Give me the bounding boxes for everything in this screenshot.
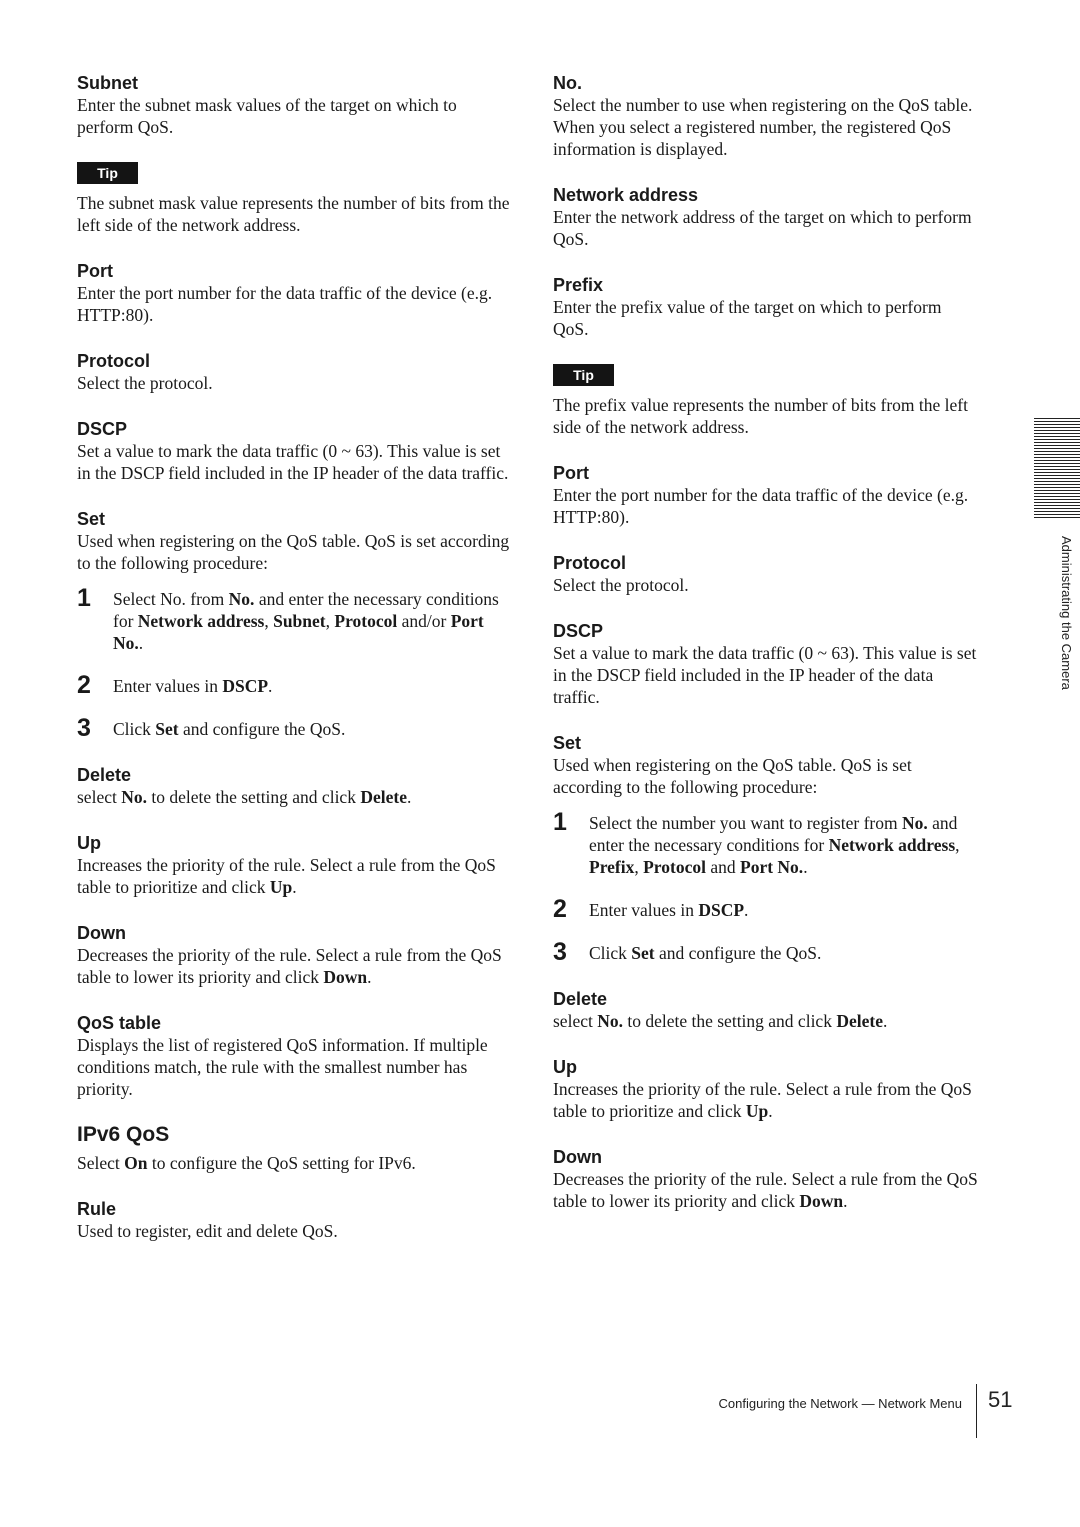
step-text: . <box>268 676 273 696</box>
protocol-heading: Protocol <box>77 351 151 371</box>
dscp-section <box>553 620 981 708</box>
up-text-part: . <box>292 877 297 897</box>
step-item <box>553 938 981 966</box>
ipv6-text-part: to configure the QoS setting for IPv6. <box>147 1153 416 1173</box>
down-text-part: . <box>367 967 372 987</box>
down-text-part: . <box>843 1191 848 1211</box>
set-section <box>553 732 981 964</box>
bold-term: Subnet <box>273 611 326 631</box>
step-text: Click <box>113 719 156 739</box>
down-heading: Down <box>553 1147 602 1167</box>
ipv6-qos-section <box>77 1122 517 1174</box>
step-number: 2 <box>553 895 567 923</box>
bold-term: No. <box>901 813 928 833</box>
bold-term: Down <box>323 967 368 987</box>
tip-box-subnet <box>77 162 517 236</box>
step-text: Select No. from <box>113 589 229 609</box>
side-tab-stripes <box>1034 418 1080 520</box>
bold-term: On <box>124 1153 148 1173</box>
no-heading: No. <box>553 73 582 93</box>
bold-term: Network address <box>137 611 265 631</box>
port-text: Enter the port number for the data traffic of the device (e.g. HTTP:80). <box>553 485 969 527</box>
rule-heading: Rule <box>77 1199 117 1219</box>
delete-heading: Delete <box>553 989 608 1009</box>
down-text-part: Decreases the priority of the rule. Select a rule from the QoS table to lower its priority and click <box>77 945 502 987</box>
step-text: , <box>264 611 274 631</box>
delete-text-part: . <box>406 787 412 807</box>
protocol-section <box>77 350 517 394</box>
right-column <box>553 72 981 1212</box>
ipv6-qos-text <box>77 1152 517 1174</box>
port-heading: Port <box>553 463 589 483</box>
up-text-part: Increases the priority of the rule. Select a rule from the QoS table to prioritize and click <box>77 855 496 897</box>
bold-term: Up <box>269 877 293 897</box>
prefix-section <box>553 274 981 340</box>
delete-section <box>77 764 517 808</box>
protocol-text: Select the protocol. <box>553 575 689 595</box>
step-text: Select the number you want to register from <box>589 813 902 833</box>
dscp-heading: DSCP <box>77 419 128 439</box>
set-text: Used when registering on the QoS table. QoS is set according to the following procedure: <box>553 755 912 797</box>
step-text: , <box>325 611 335 631</box>
procedure-steps <box>553 808 981 966</box>
step-number: 1 <box>77 584 91 612</box>
step-text: and enter the necessary conditions for <box>113 589 499 631</box>
up-text <box>553 1078 981 1122</box>
qos-table-heading: QoS table <box>77 1013 162 1033</box>
step-number: 2 <box>77 671 91 699</box>
step-text: Enter values in <box>589 900 699 920</box>
bold-term: Down <box>799 1191 844 1211</box>
up-text-part: . <box>768 1101 773 1121</box>
step-text: , <box>955 835 960 855</box>
prefix-text: Enter the prefix value of the target on which to perform QoS. <box>553 297 942 339</box>
step-number: 3 <box>77 714 91 742</box>
delete-text <box>553 1010 981 1032</box>
footer-divider <box>976 1384 977 1438</box>
qos-table-text: Displays the list of registered QoS information. If multiple conditions match, the rule with the smallest number has priority. <box>77 1035 488 1099</box>
up-section <box>77 832 517 898</box>
chapter-side-tab <box>1034 418 1080 690</box>
up-text <box>77 854 517 898</box>
bold-term: DSCP <box>222 676 269 696</box>
left-column <box>77 72 517 1242</box>
step-text: . <box>803 857 808 877</box>
tip-text: The prefix value represents the number of bits from the left side of the network address. <box>553 395 968 437</box>
step-item <box>77 714 517 742</box>
tip-label: Tip <box>77 162 138 184</box>
protocol-heading: Protocol <box>553 553 627 573</box>
step-text: and/or <box>397 611 451 631</box>
set-section <box>77 508 517 740</box>
bold-term: Set <box>631 943 655 963</box>
page-number: 51 <box>988 1387 1013 1412</box>
set-heading: Set <box>77 509 106 529</box>
down-text-part: Decreases the priority of the rule. Select a rule from the QoS table to lower its priority and click <box>553 1169 978 1211</box>
bold-term: Set <box>155 719 179 739</box>
bold-term: Protocol <box>643 857 706 877</box>
step-text: , <box>634 857 644 877</box>
dscp-section <box>77 418 517 484</box>
no-text: Select the number to use when registering on the QoS table. When you select a registered number, the registered QoS information is displayed. <box>553 95 973 159</box>
tip-text: The subnet mask value represents the number of bits from the left side of the network address. <box>77 193 510 235</box>
bold-term: Network address <box>828 835 956 855</box>
down-section <box>77 922 517 988</box>
network-address-text: Enter the network address of the target on which to perform QoS. <box>553 207 972 249</box>
bold-term: No. <box>597 1011 623 1031</box>
down-text <box>77 944 517 988</box>
prefix-heading: Prefix <box>553 275 604 295</box>
network-address-section <box>553 184 981 250</box>
step-text: . <box>138 633 144 653</box>
up-text-part: Increases the priority of the rule. Select a rule from the QoS table to prioritize and click <box>553 1079 972 1121</box>
bold-term: Prefix <box>589 857 635 877</box>
step-text: Click <box>589 943 632 963</box>
footer-section-title: Configuring the Network — Network Menu <box>718 1396 962 1411</box>
delete-heading: Delete <box>77 765 132 785</box>
bold-term: Up <box>745 1101 769 1121</box>
tip-label: Tip <box>553 364 614 386</box>
step-number: 1 <box>553 808 567 836</box>
up-section <box>553 1056 981 1122</box>
procedure-steps <box>77 584 517 742</box>
port-heading: Port <box>77 261 113 281</box>
subnet-section <box>77 72 517 138</box>
dscp-text: Set a value to mark the data traffic (0 ~ 63). This value is set in the DSCP field included in the IP header of the data traffic. <box>553 643 977 707</box>
tip-box-prefix <box>553 364 981 438</box>
set-heading: Set <box>553 733 582 753</box>
rule-section <box>77 1198 517 1242</box>
bold-term: Port No. <box>740 857 804 877</box>
step-item <box>553 808 981 878</box>
delete-section <box>553 988 981 1032</box>
rule-text: Used to register, edit and delete QoS. <box>77 1221 338 1241</box>
ipv6-qos-heading: IPv6 QoS <box>77 1123 170 1146</box>
step-text: . <box>744 900 749 920</box>
step-text: and enter the necessary conditions for <box>589 813 958 855</box>
subnet-text: Enter the subnet mask values of the target on which to perform QoS. <box>77 95 457 137</box>
step-text: and configure the QoS. <box>654 943 822 963</box>
step-text: Enter values in <box>113 676 223 696</box>
protocol-section <box>553 552 981 596</box>
delete-text-part: to delete the setting and click <box>622 1011 837 1031</box>
down-heading: Down <box>77 923 126 943</box>
protocol-text: Select the protocol. <box>77 373 213 393</box>
step-item <box>553 895 981 923</box>
bold-term: No. <box>121 787 147 807</box>
bold-term: DSCP <box>698 900 745 920</box>
bold-term: Delete <box>836 1011 883 1031</box>
ipv6-text-part: Select <box>77 1153 125 1173</box>
bold-term: Delete <box>360 787 407 807</box>
down-section <box>553 1146 981 1212</box>
up-heading: Up <box>77 833 101 853</box>
qos-table-section <box>77 1012 517 1100</box>
bold-term: Port No. <box>113 611 484 653</box>
delete-text-part: to delete the setting and click <box>146 787 361 807</box>
no-section <box>553 72 981 160</box>
network-address-heading: Network address <box>553 185 699 205</box>
port-section <box>553 462 981 528</box>
dscp-heading: DSCP <box>553 621 604 641</box>
port-text: Enter the port number for the data traffic of the device (e.g. HTTP:80). <box>77 283 493 325</box>
delete-text-part: select <box>553 1011 598 1031</box>
bold-term: No. <box>228 589 255 609</box>
up-heading: Up <box>553 1057 577 1077</box>
subnet-heading: Subnet <box>77 73 138 93</box>
side-tab-label: Administrating the Camera <box>1059 536 1074 690</box>
step-text: and <box>705 857 740 877</box>
step-number: 3 <box>553 938 567 966</box>
delete-text <box>77 786 517 808</box>
step-text: and configure the QoS. <box>178 719 346 739</box>
dscp-text: Set a value to mark the data traffic (0 ~ 63). This value is set in the DSCP field included in the IP header of the data traffic. <box>77 441 509 483</box>
port-section <box>77 260 517 326</box>
down-text <box>553 1168 981 1212</box>
bold-term: Protocol <box>334 611 398 631</box>
step-item <box>77 671 517 699</box>
step-item <box>77 584 517 654</box>
delete-text-part: . <box>882 1011 888 1031</box>
set-text: Used when registering on the QoS table. QoS is set according to the following procedure: <box>77 531 510 573</box>
delete-text-part: select <box>77 787 122 807</box>
